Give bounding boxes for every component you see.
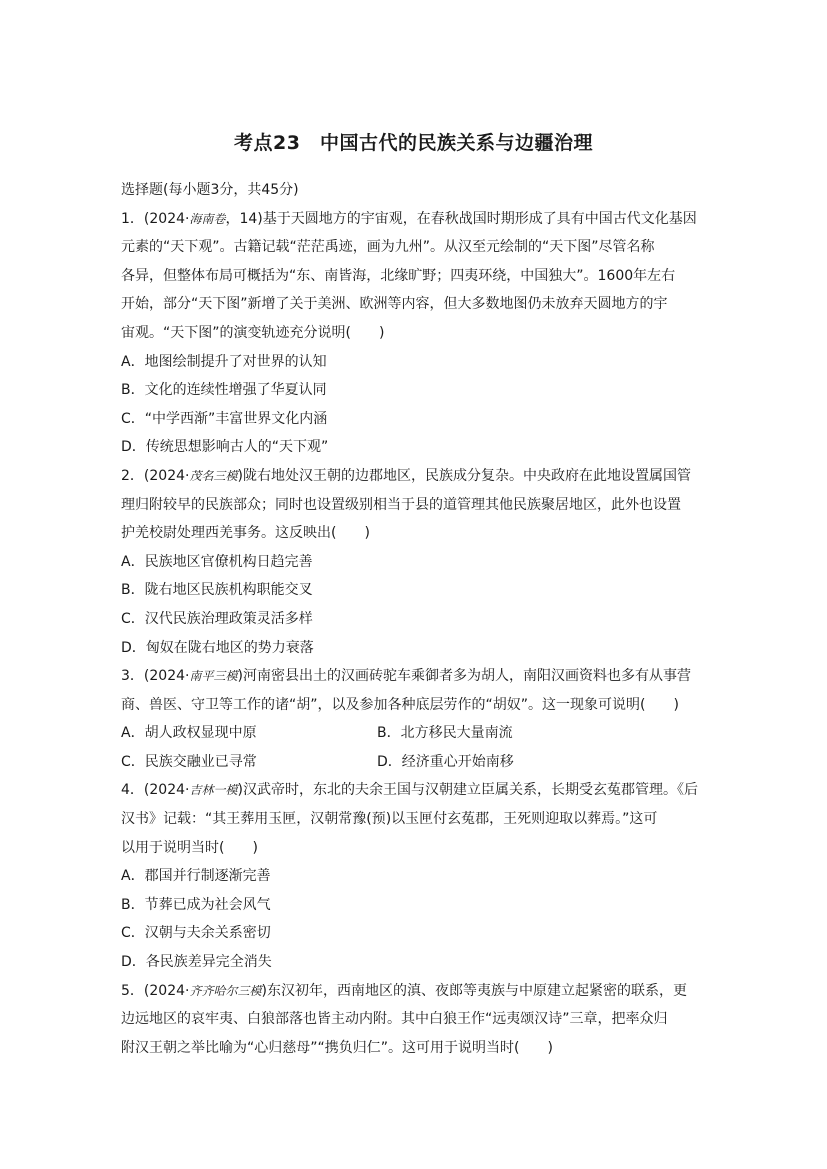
question-1-line-5: 宙观。“天下图”的演变轨迹充分说明( ): [121, 324, 385, 341]
question-5-line-2: 边远地区的哀牢夷、白狼部落也皆主动内附。其中白狼王作“远夷颂汉诗”三章，把率众归: [121, 1011, 668, 1028]
question-4-line-2: 汉书》记载：“其王葬用玉匣，汉朝常豫(预)以玉匣付玄菟郡，王死则迎取以葬焉。”这可: [121, 811, 658, 828]
question-4-option-b: B．节葬已成为社会风气: [121, 896, 271, 913]
question-4-line-3: 以用于说明当时( ): [121, 839, 258, 856]
question-4-option-c: C．汉朝与夫余关系密切: [121, 925, 271, 942]
question-2-option-c: C．汉代民族治理政策灵活多样: [121, 610, 313, 627]
question-source: 海南卷: [189, 211, 226, 226]
question-1-option-c: C．“中学西渐”丰富世界文化内涵: [121, 410, 328, 427]
page-title: 考点23 中国古代的民族关系与边疆治理: [234, 132, 593, 154]
question-3-option-b: B．北方移民大量南流: [377, 725, 513, 742]
question-3-line-2: 商、兽医、守卫等工作的诸“胡”，以及参加各种底层劳作的“胡奴”。这一现象可说明( ): [121, 696, 679, 713]
question-3-option-d: D．经济重心开始南移: [377, 753, 514, 770]
question-4-line-1: 4．(2024·吉林一模)汉武帝时，东北的夫余王国与汉朝建立臣属关系，长期受玄菟郡管理。《后: [121, 782, 698, 799]
question-1-line-4: 开始，部分“天下图”新增了关于美洲、欧洲等内容，但大多数地图仍未放弃天圆地方的宇: [121, 296, 668, 313]
question-3-options-row-2: [121, 748, 711, 777]
question-1-option-a: A．地图绘制提升了对世界的认知: [121, 353, 327, 370]
question-2-option-d: D．匈奴在陇右地区的势力衰落: [121, 639, 314, 656]
question-3-option-c: C．民族交融业已寻常: [121, 753, 257, 770]
question-2-line-3: 护羌校尉处理西羌事务。这反映出( ): [121, 525, 370, 542]
question-1-line-1: 1．(2024·海南卷，14)基于天圆地方的宇宙观，在春秋战国时期形成了具有中国古代文化基因: [121, 210, 697, 227]
question-2-option-b: B．陇右地区民族机构职能交叉: [121, 582, 313, 599]
question-source: 吉林一模: [189, 783, 238, 798]
question-2-option-a: A．民族地区官僚机构日趋完善: [121, 553, 313, 570]
question-3-line-1: 3．(2024·南平三模)河南密县出土的汉画砖驼车乘御者多为胡人，南阳汉画资料也多有从事营: [121, 668, 691, 685]
question-1-option-b: B．文化的连续性增强了华夏认同: [121, 382, 327, 399]
question-3-option-a: A．胡人政权显现中原: [121, 725, 257, 742]
question-4-option-d: D．各民族差异完全消失: [121, 954, 272, 971]
question-2-line-2: 理归附较早的民族部众；同时也设置级别相当于县的道管理其他民族聚居地区，此外也设置: [121, 496, 681, 513]
question-source: 齐齐哈尔三模: [189, 983, 262, 998]
question-5-line-1: 5．(2024·齐齐哈尔三模)东汉初年，西南地区的滇、夜郎等夷族与中原建立起紧密的联系，更: [121, 982, 687, 999]
question-list: [121, 176, 711, 1062]
question-source: 南平三模: [189, 669, 238, 684]
question-1-line-2: 元素的“天下观”。古籍记载“茫茫禹迹，画为九州”。从汉至元绘制的“天下图”尽管名称: [121, 239, 655, 256]
question-1-line-3: 各异，但整体布局可概括为“东、南皆海，北缘旷野；四夷环绕，中国独大”。1600年左右: [121, 267, 676, 284]
question-source: 茂名三模: [189, 468, 238, 483]
question-2-line-1: 2．(2024·茂名三模)陇右地处汉王朝的边郡地区，民族成分复杂。中央政府在此地设置属国管: [121, 467, 691, 484]
question-3-options-row-1: [121, 719, 711, 748]
section-heading: 选择题(每小题3分，共45分): [121, 182, 299, 198]
question-1-option-d: D．传统思想影响古人的“天下观”: [121, 439, 329, 456]
question-5-line-3: 附汉王朝之举比喻为“心归慈母”“携负归仁”。这可用于说明当时( ): [121, 1039, 553, 1056]
question-4-option-a: A．郡国并行制逐渐完善: [121, 868, 271, 885]
